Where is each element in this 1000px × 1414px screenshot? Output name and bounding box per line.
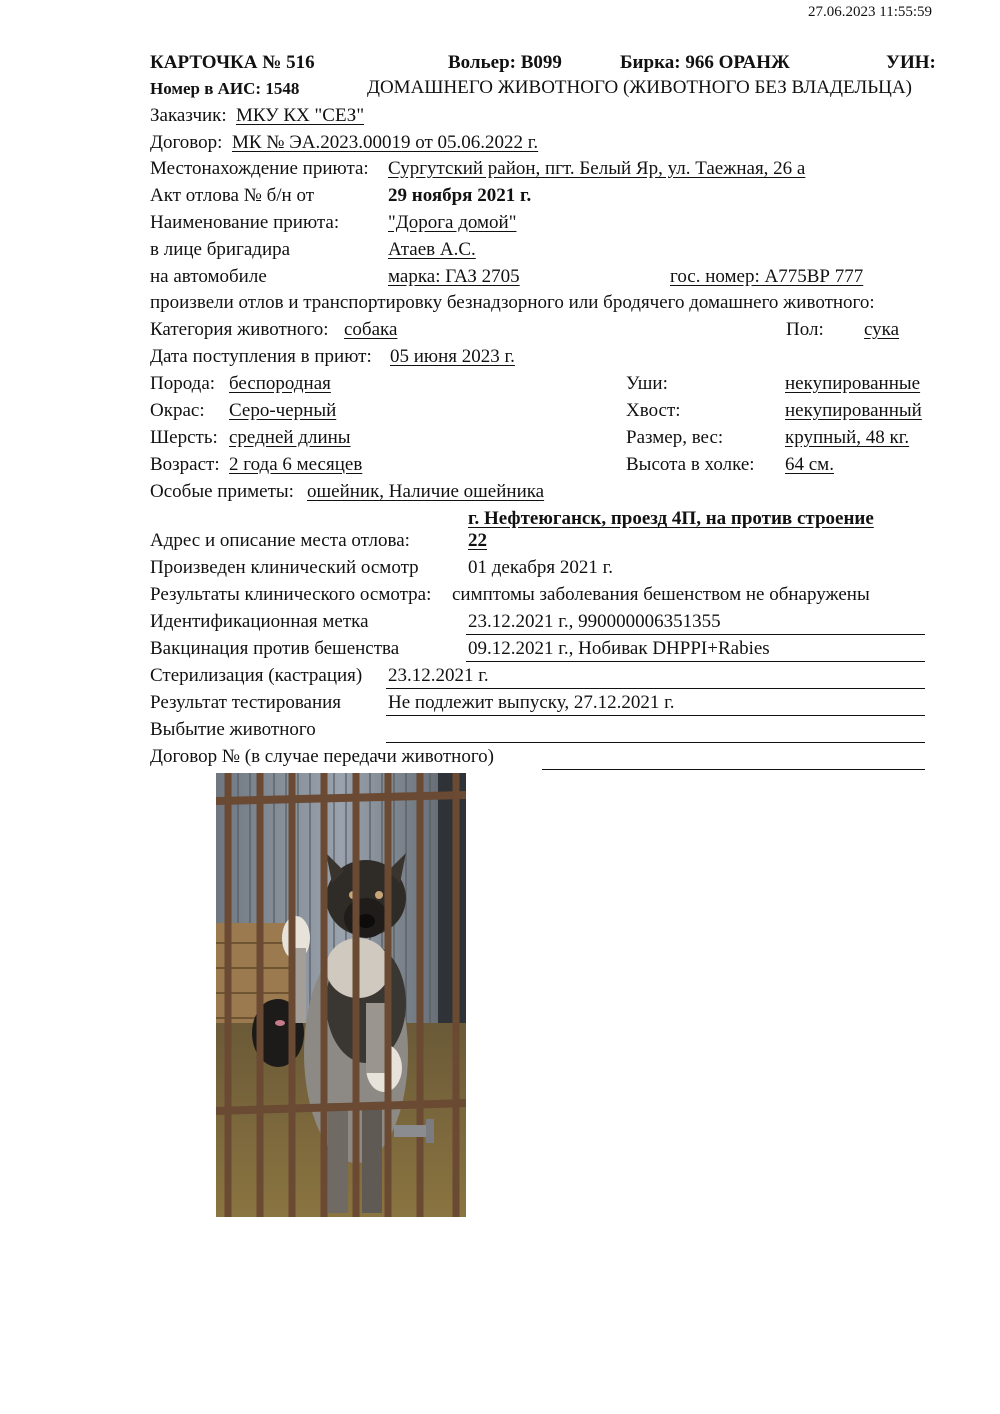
customer-value: МКУ КХ "СЕЗ" [236,105,365,126]
id-label: Идентификационная метка [150,611,369,632]
document-title: ДОМАШНЕГО ЖИВОТНОГО (ЖИВОТНОГО БЕЗ ВЛАДЕЛЬЦА) [367,77,912,98]
location-value: Сургутский район, пгт. Белый Яр, ул. Таежная, 26 а [388,158,806,179]
exam-result-label: Результаты клинического осмотра: [150,584,432,605]
color-label: Окрас: [150,400,205,421]
sterilization-underline [386,688,925,689]
location-label: Местонахождение приюта: [150,158,369,179]
departure-underline [386,742,925,743]
enclosure-number: Вольер: В099 [448,52,562,73]
transfer-underline [542,769,925,770]
sex-label: Пол: [786,319,824,340]
coat-value: средней длины [229,427,351,448]
test-label: Результат тестирования [150,692,342,713]
customer-label: Заказчик: [150,105,227,126]
tag-number: Бирка: 966 ОРАНЖ [620,52,790,73]
vaccine-underline [466,661,925,662]
ears-label: Уши: [626,373,668,394]
tail-label: Хвост: [626,400,681,421]
ais-number: Номер в АИС: 1548 [150,79,300,98]
id-value: 23.12.2021 г., 990000006351355 [468,611,721,632]
sterilization-value: 23.12.2021 г. [388,665,489,686]
photo-illustration [216,773,466,1217]
vaccine-value: 09.12.2021 г., Нобивак DHPPI+Rabies [468,638,770,659]
exam-result-value: симптомы заболевания бешенством не обнаружены [452,584,870,605]
id-underline [466,634,925,635]
capture-statement: произвели отлов и транспортировку безнадзорного или бродячего домашнего животного: [150,292,875,313]
act-date: 29 ноября 2021 г. [388,185,532,206]
tail-value: некупированный [785,400,922,421]
test-value: Не подлежит выпуску, 27.12.2021 г. [388,692,675,713]
exam-label: Произведен клинический осмотр [150,557,419,578]
contract-value: МК № ЭА.2023.00019 от 05.06.2022 г. [232,132,539,153]
sterilization-label: Стерилизация (кастрация) [150,665,363,686]
ears-value: некупированные [785,373,921,394]
breed-value: беспородная [229,373,331,394]
height-value: 64 см. [785,454,834,475]
vehicle-brand: марка: ГАЗ 2705 [388,266,520,287]
vehicle-plate: гос. номер: А775ВР 777 [670,266,864,287]
age-label: Возраст: [150,454,220,475]
category-value: собака [344,319,398,340]
shelter-value: "Дорога домой" [388,212,517,233]
print-timestamp: 27.06.2023 11:55:59 [808,4,933,20]
contract-label: Договор: [150,132,223,153]
uin-label: УИН: [886,52,936,73]
color-value: Серо-черный [229,400,337,421]
category-label: Категория животного: [150,319,329,340]
brigadier-value: Атаев А.С. [388,239,476,260]
card-number: КАРТОЧКА № 516 [150,52,315,73]
act-label: Акт отлова № б/н от [150,185,315,206]
shelter-label: Наименование приюта: [150,212,340,233]
marks-value: ошейник, Наличие ошейника [307,481,545,502]
exam-value: 01 декабря 2021 г. [468,557,614,578]
brigadier-label: в лице бригадира [150,239,291,260]
height-label: Высота в холке: [626,454,755,475]
coat-label: Шерсть: [150,427,218,448]
address-value-line1: г. Нефтеюганск, проезд 4П, на против строение [468,508,874,529]
dog-in-cage-photo [216,773,466,1217]
address-label: Адрес и описание места отлова: [150,530,410,551]
size-value: крупный, 48 кг. [785,427,910,448]
vehicle-label: на автомобиле [150,266,267,287]
departure-label: Выбытие животного [150,719,316,740]
marks-label: Особые приметы: [150,481,294,502]
arrival-value: 05 июня 2023 г. [390,346,515,367]
test-underline [386,715,925,716]
vaccine-label: Вакцинация против бешенства [150,638,400,659]
arrival-label: Дата поступления в приют: [150,346,372,367]
size-label: Размер, вес: [626,427,724,448]
sex-value: сука [864,319,900,340]
address-value-line2: 22 [468,530,487,551]
transfer-label: Договор № (в случае передачи животного) [150,746,494,767]
breed-label: Порода: [150,373,216,394]
age-value: 2 года 6 месяцев [229,454,363,475]
